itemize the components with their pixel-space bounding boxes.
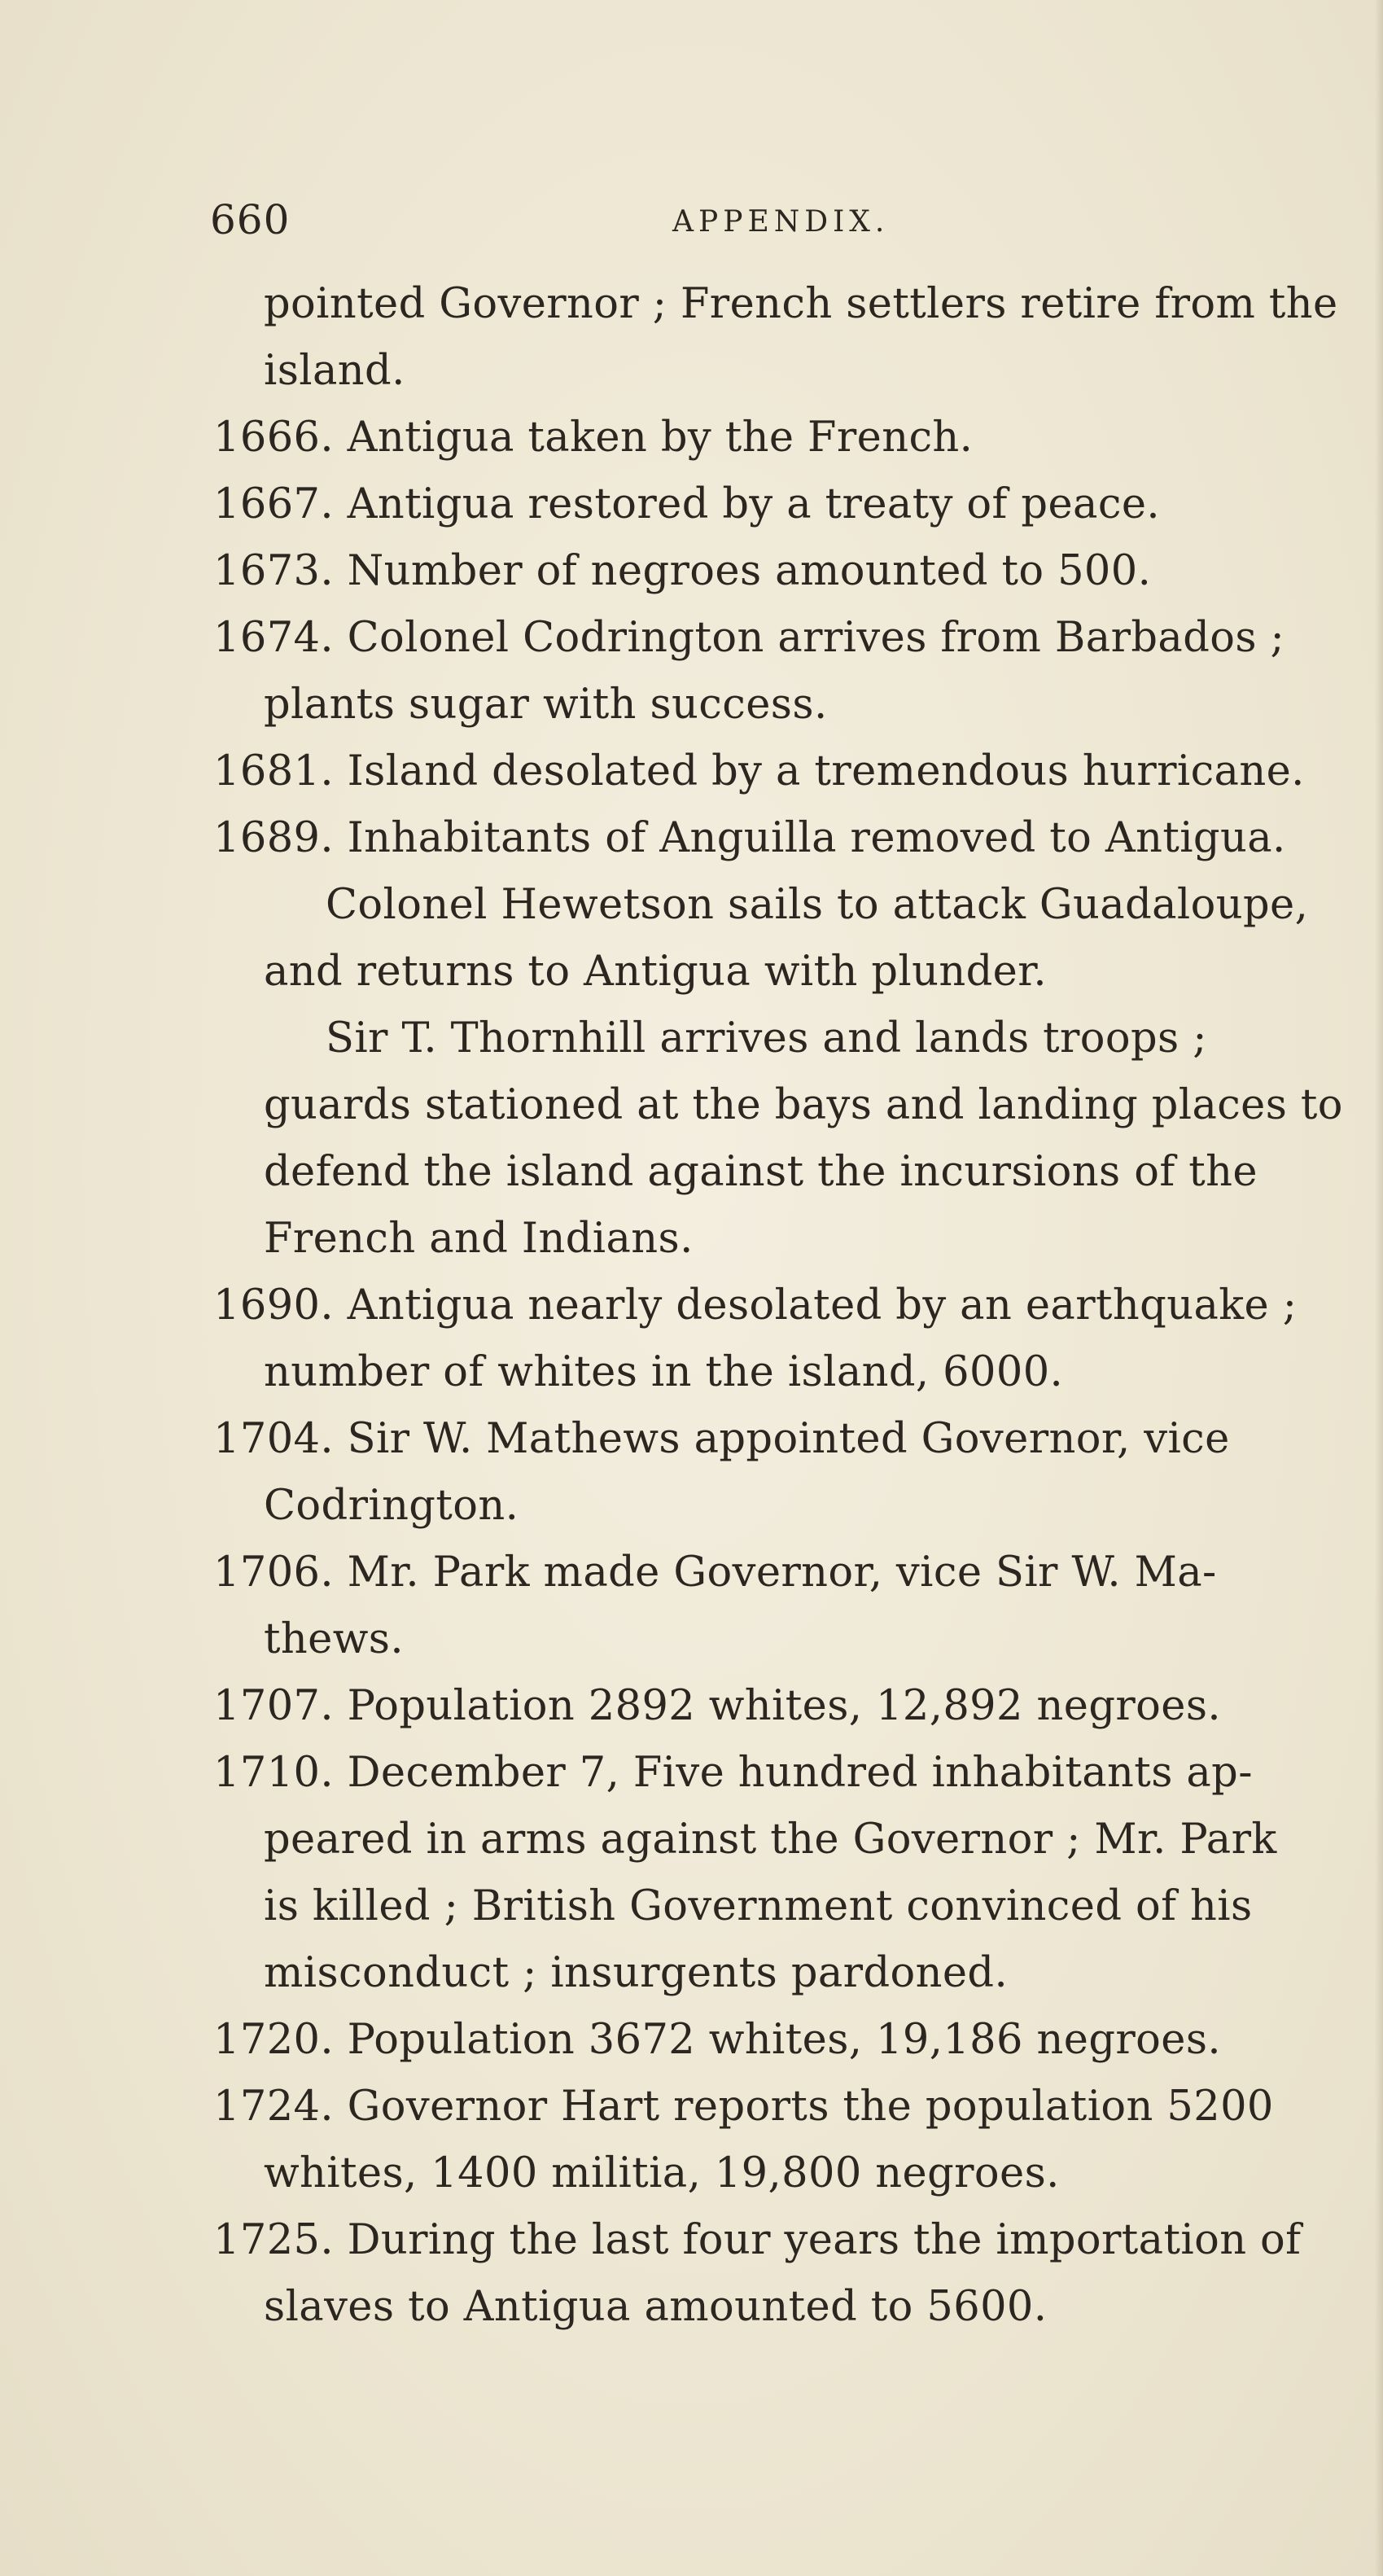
- page-edge-shadow: [1375, 0, 1383, 2576]
- text-line: French and Indians.: [264, 1215, 694, 1263]
- page-number: 660: [210, 196, 291, 243]
- entry-line: 1706. Mr. Park made Governor, vice Sir W. Ma-: [213, 1549, 1217, 1597]
- entry-line: 1674. Colonel Codrington arrives from Barbados ;: [213, 614, 1285, 662]
- text-line: peared in arms against the Governor ; Mr. Park: [264, 1816, 1277, 1864]
- text-line: misconduct ; insurgents pardoned.: [264, 1949, 1009, 1997]
- entry-line: 1724. Governor Hart reports the population 5200: [213, 2083, 1274, 2131]
- entry-line: 1710. December 7, Five hundred inhabitants ap-: [213, 1749, 1253, 1797]
- text-line: is killed ; British Government convinced of his: [264, 1882, 1253, 1930]
- entry-line: 1673. Number of negroes amounted to 500.: [213, 547, 1152, 595]
- entry-line: 1707. Population 2892 whites, 12,892 negroes.: [213, 1682, 1222, 1730]
- text-line: slaves to Antigua amounted to 5600.: [264, 2283, 1048, 2331]
- entry-line: 1667. Antigua restored by a treaty of peace.: [213, 480, 1161, 528]
- text-line: Codrington.: [264, 1482, 519, 1530]
- entry-line: 1666. Antigua taken by the French.: [213, 414, 974, 462]
- text-line: thews.: [264, 1615, 404, 1663]
- text-line: whites, 1400 militia, 19,800 negroes.: [264, 2149, 1060, 2197]
- text-line: Sir T. Thornhill arrives and lands troops ;: [326, 1014, 1207, 1062]
- text-line: and returns to Antigua with plunder.: [264, 948, 1048, 996]
- text-line: Colonel Hewetson sails to attack Guadaloupe,: [326, 881, 1309, 929]
- entry-line: 1725. During the last four years the importation of: [213, 2216, 1302, 2264]
- running-head: APPENDIX.: [672, 205, 890, 239]
- text-line: plants sugar with success.: [264, 681, 828, 729]
- text-line: island.: [264, 347, 405, 395]
- entry-line: 1689. Inhabitants of Anguilla removed to Antigua.: [213, 814, 1286, 862]
- entry-line: 1690. Antigua nearly desolated by an earthquake ;: [213, 1281, 1298, 1330]
- text-line: pointed Governor ; French settlers retire from the: [264, 280, 1338, 328]
- entry-line: 1704. Sir W. Mathews appointed Governor, vice: [213, 1415, 1230, 1463]
- text-line: number of whites in the island, 6000.: [264, 1348, 1064, 1396]
- entry-line: 1720. Population 3672 whites, 19,186 negroes.: [213, 2016, 1222, 2064]
- entry-line: 1681. Island desolated by a tremendous hurricane.: [213, 747, 1305, 795]
- page-header: [210, 191, 1358, 249]
- text-line: guards stationed at the bays and landing places to: [264, 1081, 1343, 1129]
- text-line: defend the island against the incursions of the: [264, 1148, 1258, 1196]
